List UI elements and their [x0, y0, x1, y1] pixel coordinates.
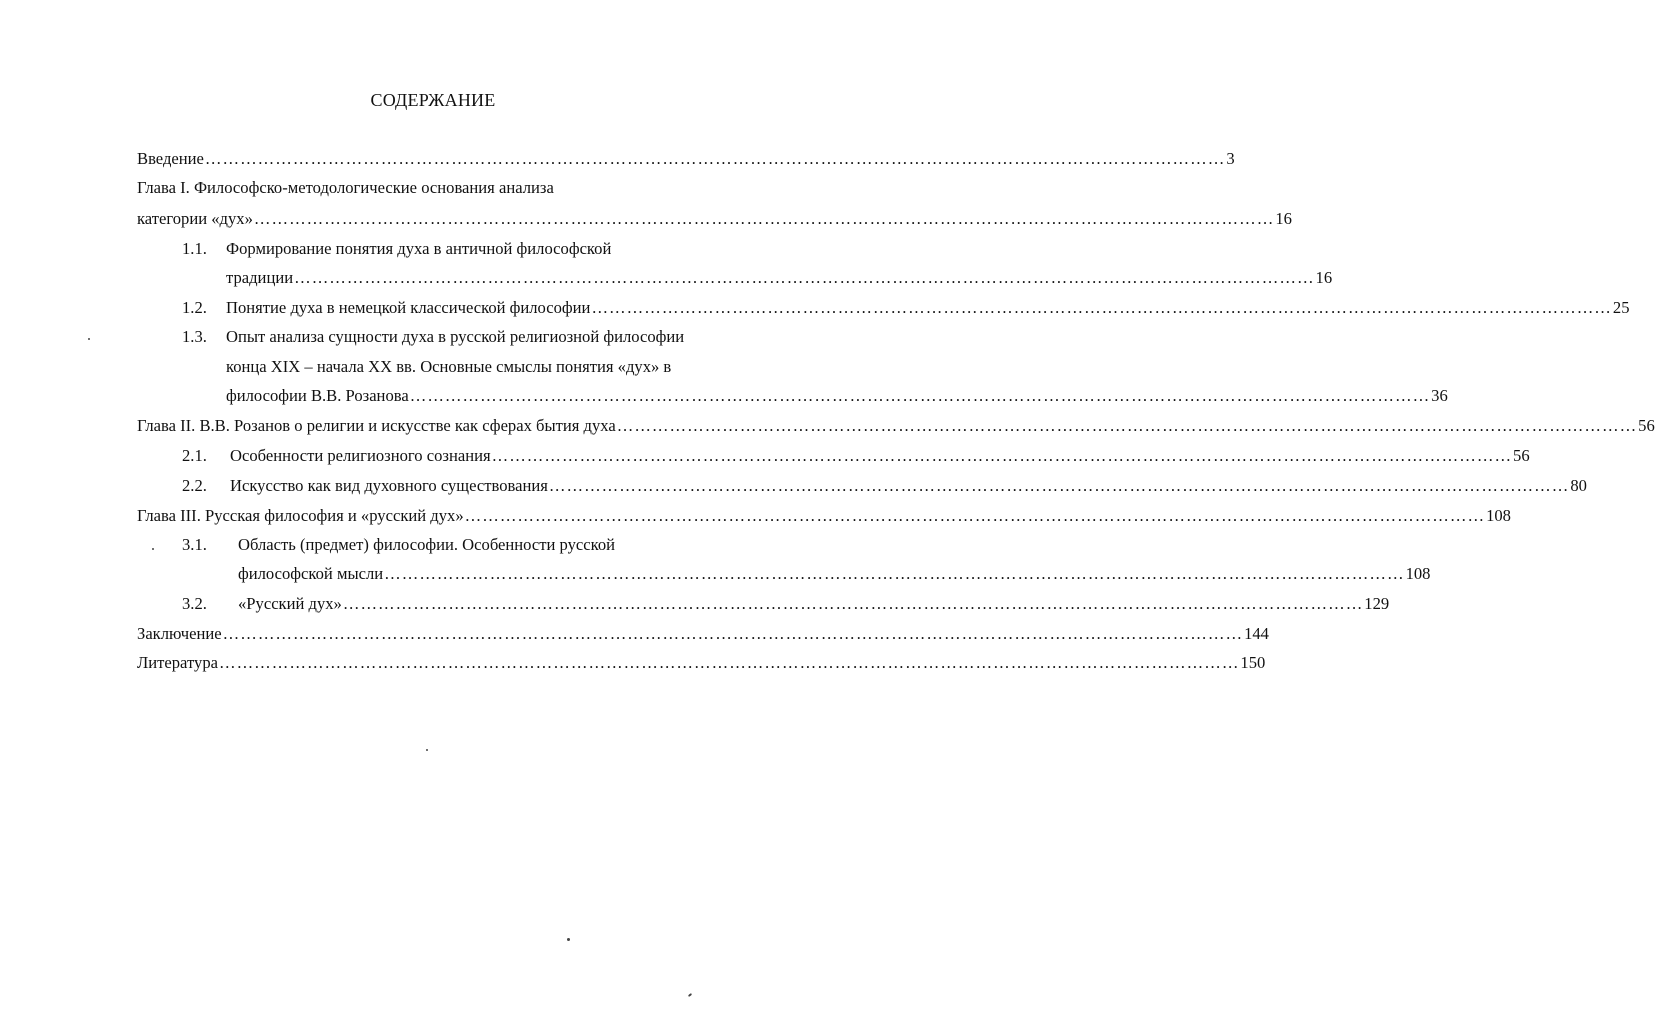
section-number: 3.1.	[182, 535, 207, 554]
scan-speck	[152, 548, 154, 550]
page-title: СОДЕРЖАНИЕ	[370, 90, 496, 110]
scan-speck	[88, 338, 90, 340]
toc-page-number: 3	[1226, 149, 1235, 168]
toc-entry-3-2[interactable]	[238, 593, 1390, 615]
dot-leader: …………………………………………………………………………………………………………………………………………………………	[616, 416, 1638, 435]
toc-label: категории «дух»	[137, 209, 253, 228]
toc-label: Введение	[137, 149, 204, 168]
toc-page-number: 108	[1486, 506, 1511, 525]
toc-label: Заключение	[137, 624, 222, 643]
toc-page-number: 108	[1405, 564, 1431, 583]
dot-leader: …………………………………………………………………………………………………………………………………………………………	[294, 268, 1315, 287]
dot-leader: …………………………………………………………………………………………………………………………………………………………	[342, 594, 1364, 613]
toc-label: Глава III. Русская философия и «русский дух»	[137, 506, 464, 525]
toc-page-number: 36	[1431, 386, 1448, 405]
scan-speck	[567, 938, 570, 941]
section-number: 2.1.	[182, 446, 207, 465]
toc-page-number: 56	[1513, 446, 1530, 465]
section-number: 1.1.	[182, 239, 207, 258]
toc-entry-ch1[interactable]	[137, 208, 1292, 230]
section-number: 1.2.	[182, 298, 207, 317]
section-number: 2.2.	[182, 476, 207, 495]
dot-leader: …………………………………………………………………………………………………………………………………………………………	[548, 476, 1570, 495]
toc-entry-1-3[interactable]	[226, 385, 1448, 407]
toc-entry-1-3-line1[interactable]: Опыт анализа сущности духа в русской религиозной философии	[226, 327, 685, 346]
toc-label: Понятие духа в немецкой классической философии	[226, 298, 591, 317]
scan-speck	[426, 749, 428, 751]
dot-leader: …………………………………………………………………………………………………………………………………………………………	[218, 653, 1240, 672]
dot-leader: …………………………………………………………………………………………………………………………………………………………	[591, 298, 1612, 317]
toc-entry-2-1[interactable]	[230, 445, 1530, 467]
toc-label: «Русский дух»	[238, 594, 342, 613]
toc-label: Искусство как вид духовного существования	[230, 476, 548, 495]
toc-entry-1-2[interactable]	[226, 297, 1630, 319]
toc-entry-literature[interactable]	[137, 652, 1266, 674]
toc-page-number: 150	[1240, 653, 1266, 672]
scan-speck	[688, 993, 692, 997]
dot-leader: …………………………………………………………………………………………………………………………………………………………	[253, 209, 1275, 228]
toc-entry-1-3-line2[interactable]: конца XIX – начала XX вв. Основные смыслы понятия «дух» в	[226, 357, 672, 376]
toc-entry-3-1-line1[interactable]: Область (предмет) философии. Особенности русской	[238, 535, 616, 554]
toc-page-number: 144	[1244, 624, 1269, 643]
toc-entry-2-2[interactable]	[230, 475, 1587, 497]
toc-page-number: 80	[1570, 476, 1587, 495]
toc-entry-1-1[interactable]	[226, 267, 1333, 289]
toc-page-number: 16	[1275, 209, 1292, 228]
toc-label: Глава II. В.В. Розанов о религии и искусстве как сферах бытия духа	[137, 416, 616, 435]
toc-page-number: 129	[1364, 594, 1390, 613]
section-number: 3.2.	[182, 594, 207, 613]
toc-page-number: 25	[1612, 298, 1630, 317]
toc-entry-ch2[interactable]	[137, 415, 1655, 437]
toc-label: философской мысли	[238, 564, 384, 583]
toc-entry-ch3[interactable]	[137, 505, 1511, 527]
toc-label: Литература	[137, 653, 218, 672]
toc-entry-1-1-line1[interactable]: Формирование понятия духа в античной философской	[226, 239, 612, 258]
dot-leader: …………………………………………………………………………………………………………………………………………………………	[409, 386, 1431, 405]
toc-entry-conclusion[interactable]	[137, 623, 1269, 645]
toc-entry-intro[interactable]	[137, 148, 1235, 170]
toc-label: традиции	[226, 268, 294, 287]
dot-leader: …………………………………………………………………………………………………………………………………………………………	[464, 506, 1486, 525]
toc-entry-ch1-line1[interactable]: Глава I. Философско-методологические основания анализа	[137, 178, 554, 197]
dot-leader: …………………………………………………………………………………………………………………………………………………………	[384, 564, 1405, 583]
toc-label: философии В.В. Розанова	[226, 386, 409, 405]
dot-leader: …………………………………………………………………………………………………………………………………………………………	[204, 149, 1226, 168]
toc-page-number: 16	[1315, 268, 1333, 287]
toc-label: Особенности религиозного сознания	[230, 446, 491, 465]
toc-page-number: 56	[1638, 416, 1655, 435]
toc-entry-3-1[interactable]	[238, 563, 1431, 585]
section-number: 1.3.	[182, 327, 207, 346]
dot-leader: …………………………………………………………………………………………………………………………………………………………	[222, 624, 1244, 643]
dot-leader: …………………………………………………………………………………………………………………………………………………………	[491, 446, 1513, 465]
